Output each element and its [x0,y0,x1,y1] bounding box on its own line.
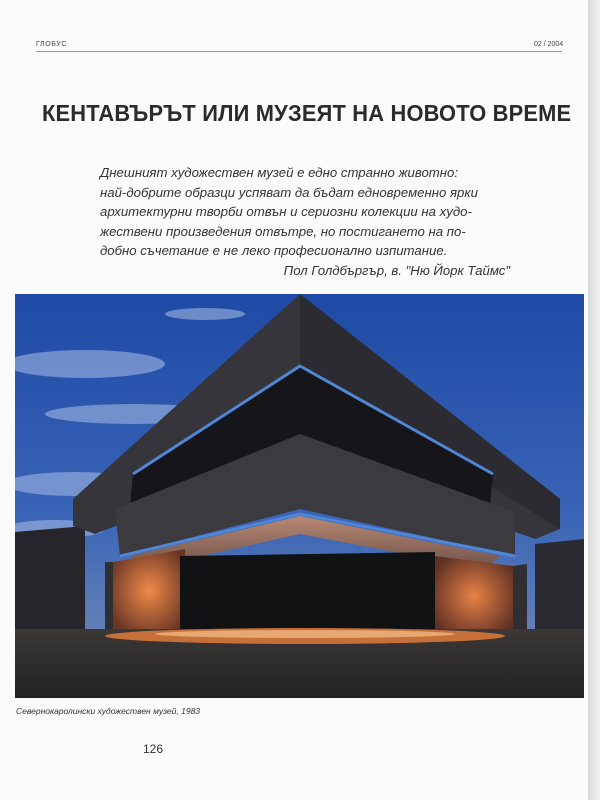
quote-line: добно съчетание е не леко професионално изпитание. [100,243,448,258]
museum-photo [15,294,584,698]
quote-line: архитектурни творби отвън и сериозни колекции на худо- [100,204,472,219]
page-number: 126 [143,742,164,756]
quote-line: жествени произведения отвътре, но постигането на по- [100,223,466,239]
section-label: ГЛОБУС [36,41,67,48]
article-title: КЕНТАВЪРЪТ ИЛИ МУЗЕЯТ НА НОВОТО ВРЕМЕ [42,100,572,126]
quote-line: най-добрите образци успяват да бъдат едновременно ярки [100,184,478,200]
quote-line: Днешният художествен музей е едно странно животно: [100,165,459,180]
epigraph-quote [100,163,520,261]
issue-label: 02 / 2004 [534,41,564,48]
header-rule [36,51,562,52]
photo-caption: Севернокаролински художествен музей, 1983 [16,706,201,716]
quote-attribution: Пол Голдбъргър, в. "Ню Йорк Таймс" [283,263,510,278]
page-spine [588,0,600,800]
